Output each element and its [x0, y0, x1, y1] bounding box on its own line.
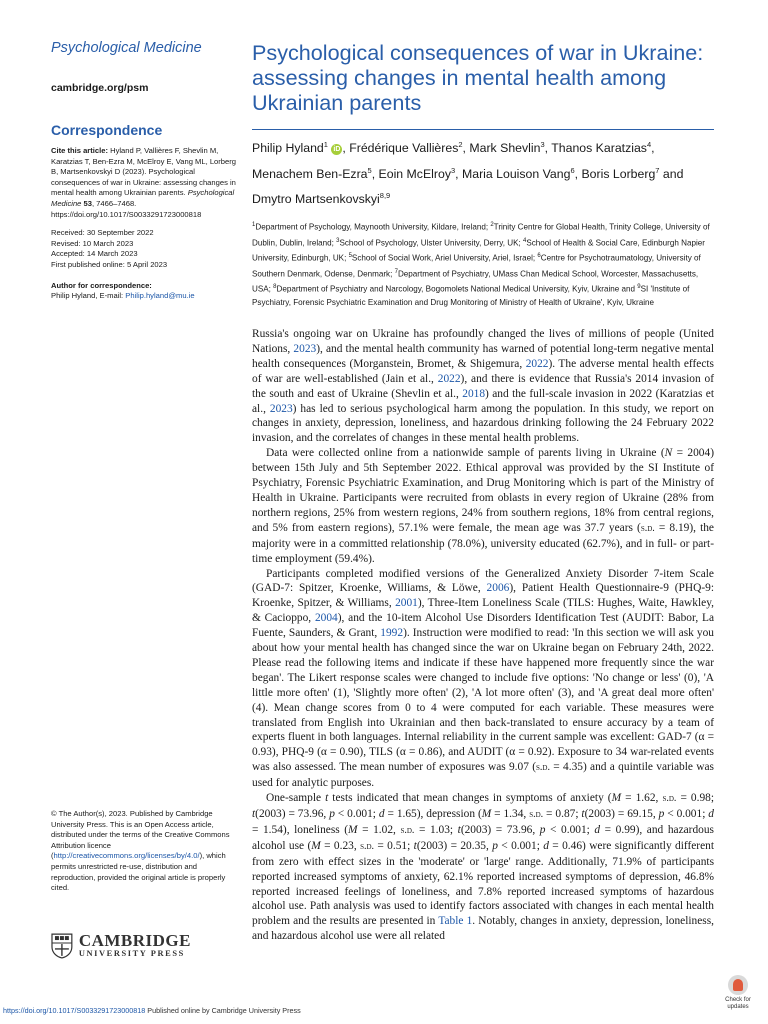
- body-text: ). Instruction were modified to read: 'In this section we will ask you about how your mental health has changed since the war on Ukraine began on February 24th, 2022. Please read the following items and indicate if these have happened more frequently since the war began'. The Likert response scales were changed to include five options: 'No change or less' (0), 'A little more often' (1), 'Slightly more often' (2), 'A lot more often' (3), and 'A great deal more often' (4). Mean change scores from 0 to 4 were computed for each variable. These measures were translated from English into Ukrainian and then back-translated to ensure accuracy by a team of experts fluent in both languages. Internal reliability in the current sample was excellent: GAD-7 (α = 0.93), PHQ-9 (α = 0.90), TILS (α = 0.86), and AUDIT (α = 0.92). Exposure to 34 war-related events was also assessed. The mean number of exposures was 9.07 (: [252, 627, 714, 774]
- author-name[interactable]: Boris Lorberg: [581, 166, 656, 181]
- author-name[interactable]: Eoin McElroy: [378, 166, 451, 181]
- affiliation-text: Trinity Centre for Global Health, Trinity College, University of Dublin, Dublin, Ireland;: [252, 222, 710, 248]
- license-link[interactable]: http://creativecommons.org/licenses/by/4.0/: [53, 851, 200, 861]
- correspondence-author: [51, 281, 237, 302]
- body-text: Russia's ongoing war on Ukraine has profoundly changed the lives of millions of people (United Nations,: [252, 328, 714, 355]
- citation-year-link[interactable]: 2023: [293, 342, 317, 355]
- body-text: Participants completed modified versions of the Generalized Anxiety Disorder 7-item Scale (GAD-7: Spitzer, Kroenke, Williams, & Löwe,: [252, 567, 714, 595]
- citation-label: Cite this article:: [51, 146, 108, 155]
- stat-symbol: d: [378, 808, 385, 820]
- body-text: < 0.001;: [334, 808, 379, 820]
- stat-symbol: t: [252, 808, 256, 820]
- citation-pages: , 7466–7468. https://doi.org/10.1017/S0033291723000818: [51, 198, 202, 219]
- article-body: [252, 327, 714, 944]
- table-link[interactable]: Table 1: [438, 915, 473, 928]
- body-text: ), Three-Item Loneliness Scale (TILS: Hughes, Waite, Hawkley, & Cacioppo,: [252, 597, 714, 625]
- stat-symbol: p: [658, 808, 665, 820]
- author-affiliation-mark: 4: [646, 140, 652, 149]
- article-title: Psychological consequences of war in Ukraine: assessing changes in mental health among Ukrainian parents: [252, 40, 704, 115]
- stat-symbol: p: [329, 808, 335, 820]
- body-text: = 2004) between 15th July and 5th September 2022. Ethical approval was provided by the SI Institute of Psychiatry, Forensic Psychiatric Examination, and Drug Monitoring which is part of the Ministry of Health in Ukraine. Participants were recruited from oblasts in every region of Ukraine (28% from northern regions, 25% from western regions, 24% from southern regions, 18% from central regions, and 5% from eastern regions), 57.1% were female, the mean age was 37.7 years (: [252, 447, 714, 534]
- cambridge-crest-icon: [51, 933, 73, 959]
- author-name[interactable]: Dmytro Martsenkovskyi: [252, 192, 380, 207]
- author-affiliation-mark: 6: [570, 165, 575, 175]
- copyright-notice: [51, 809, 241, 894]
- body-text: Data were collected online from a nationwide sample of parents living in Ukraine (: [266, 447, 665, 460]
- citation-year-link[interactable]: 2022: [525, 357, 549, 370]
- body-text: ), and there is evidence that Russia's 2014 invasion of the south and east of Ukraine (Shevlin et al.,: [252, 372, 714, 400]
- author-name[interactable]: Thanos Karatzias: [551, 141, 647, 156]
- body-text: ) has led to serious psychological harm among the population. In this study, we report on changes in anxiety, depression, loneliness, and hazardous drinking following the 24 February 2022 invasion, and the correlates of changes in these mental health problems.: [252, 402, 714, 445]
- title-divider: [252, 129, 714, 130]
- correspondence-contact: [51, 291, 237, 302]
- body-text: tests indicated that mean changes in symptoms of anxiety (: [328, 792, 612, 805]
- stat-symbol: p: [539, 823, 546, 836]
- author-name[interactable]: Philip Hyland: [252, 141, 324, 156]
- stat-symbol: s.d.: [640, 522, 655, 534]
- body-text: = 1.65), depression (: [384, 808, 482, 820]
- body-text: < 0.001;: [497, 839, 544, 852]
- body-text: = 0.51;: [374, 839, 414, 852]
- affiliation-number: 7: [394, 268, 398, 275]
- body-paragraph-3: [252, 567, 714, 792]
- body-text: = 1.03;: [414, 823, 458, 836]
- stat-symbol: p: [492, 839, 498, 852]
- logo-line-1: CAMBRIDGE: [78, 931, 191, 950]
- author-affiliation-mark: 1: [323, 140, 328, 149]
- check-for-updates-badge[interactable]: [719, 975, 757, 1017]
- article-type: Correspondence: [51, 122, 163, 138]
- badge-line-2: updates: [727, 1003, 749, 1010]
- body-text: = 0.46) were significantly different from zero with effect sizes in the 'moderate' or 'large' range. Additionally, 71.9% of participants reported increased symptoms of anxiety, 62.1% reported increased symptoms of depression, 46.8% reported increased feelings of loneliness, and 7.8% reported increased symptoms of hazardous alcohol use. Path analysis was used to identify factors associated with changes in each mental health problem and the results are presented in: [252, 839, 715, 928]
- affiliation-number: 9: [637, 284, 641, 291]
- affiliation-number: 8: [273, 284, 277, 291]
- body-text: = 0.23,: [320, 839, 361, 852]
- stat-symbol: M: [348, 823, 358, 836]
- body-text: < 0.001;: [664, 808, 709, 820]
- stat-symbol: s.d.: [400, 824, 415, 836]
- orcid-icon[interactable]: iD: [333, 146, 341, 154]
- author-name[interactable]: Mark Shevlin: [469, 141, 541, 156]
- stat-symbol: t: [457, 823, 461, 836]
- body-text: . Notably, changes in anxiety, depression, loneliness, and hazardous alcohol use were all related: [252, 915, 714, 943]
- accepted-date: Accepted: 14 March 2023: [51, 249, 138, 259]
- affiliations: [252, 219, 714, 310]
- cambridge-wordmark: [79, 933, 191, 959]
- affiliation-text: Centre for Psychotraumatology, University of Southern Denmark, Odense, Denmark;: [252, 253, 701, 279]
- body-text: = 0.99), and hazardous alcohol use (: [252, 823, 714, 852]
- author-and: and: [662, 166, 684, 181]
- author-affiliation-mark: 3: [450, 165, 456, 175]
- body-text: (2003) = 20.35,: [416, 839, 493, 852]
- affiliation-text: School of Social Work, Ariel University, Ariel, Israel;: [351, 253, 538, 263]
- affiliation-text: Department of Psychiatry, UMass Chan Medical School, Worcester, Massachusetts, USA;: [252, 269, 699, 295]
- body-text: ), Patient Health Questionnaire-9 (PHQ-9: Kroenke, Spitzer, & Williams,: [252, 582, 714, 610]
- citation-year-link[interactable]: 1992: [380, 627, 404, 640]
- doi-link[interactable]: https://doi.org/10.1017/S0033291723000818: [3, 1006, 146, 1015]
- correspondence-label: Author for correspondence:: [51, 280, 152, 290]
- affiliation-text: School of Health & Social Care, Edinburgh Napier University, Edinburgh, UK;: [252, 238, 705, 263]
- body-text: = 4.35) and a quintile variable was used for analytic purposes.: [252, 761, 714, 790]
- cambridge-logo[interactable]: [51, 931, 191, 961]
- journal-name[interactable]: Psychological Medicine: [51, 40, 202, 56]
- citation-year-link[interactable]: 2006: [486, 582, 510, 595]
- check-updates-icon: [728, 975, 748, 995]
- stat-symbol: d: [594, 823, 601, 836]
- correspondence-name: Philip Hyland, E-mail:: [51, 291, 126, 301]
- stat-symbol: t: [581, 808, 585, 820]
- badge-line-1: Check for: [725, 997, 751, 1003]
- affiliation-number: 3: [336, 237, 340, 244]
- stat-symbol: t: [325, 792, 329, 805]
- body-text: ), and the mental health community has warned of potential long-term negative mental health consequences (Morganstein, Bromet, & Shigemura,: [252, 342, 714, 370]
- logo-line-2: UNIVERSITY PRESS: [78, 949, 185, 958]
- body-text: = 8.19), the majority were in a committed relationship (78.0%), university educated (62.7%), and in full- or part-time employment (59.4%).: [252, 521, 714, 565]
- left-sidebar: [51, 40, 237, 302]
- affiliation-number: 1: [252, 222, 256, 229]
- author-affiliation-mark: 3: [540, 140, 545, 149]
- copyright-text: © The Author(s), 2023. Published by Cambridge University Press. This is an Open Access article, distributed under the terms of the Creative Commons Attribution licence (: [51, 809, 230, 861]
- author-name[interactable]: Maria Louison Vang: [461, 166, 571, 181]
- footer-published: Published online by Cambridge University Press: [145, 1006, 301, 1015]
- body-text: = 1.34,: [491, 808, 530, 820]
- page-footer: [3, 1006, 301, 1015]
- stat-symbol: d: [543, 839, 549, 852]
- affiliation-number: 2: [490, 222, 494, 229]
- body-text: = 0.98;: [676, 792, 715, 805]
- stat-symbol: s.d.: [360, 840, 375, 852]
- badge-label: [719, 997, 757, 1010]
- journal-site[interactable]: cambridge.org/psm: [51, 82, 149, 94]
- citation-year-link[interactable]: 2022: [437, 372, 461, 385]
- affiliation-number: 5: [348, 253, 352, 260]
- correspondence-email-link[interactable]: Philip.hyland@mu.ie: [125, 291, 195, 301]
- author-affiliation-mark: 8,9: [379, 191, 391, 201]
- body-text: (2003) = 73.96,: [255, 808, 330, 820]
- citation-year-link[interactable]: 2023: [269, 402, 293, 415]
- article-header: [252, 40, 714, 310]
- stat-symbol: N: [664, 447, 673, 460]
- body-text: < 0.001;: [545, 823, 595, 836]
- body-paragraph-2: [252, 446, 714, 566]
- affiliation-text: SI 'Institute of Psychiatry, Forensic Psychiatric Examination and Drug Monitoring of Ministry of Health of Ukraine', Kyiv, Ukraine: [252, 285, 690, 308]
- citation: [51, 146, 237, 220]
- author-affiliation-mark: 7: [655, 165, 660, 175]
- author-affiliation-mark: 5: [367, 165, 372, 175]
- body-text: = 0.87;: [543, 808, 582, 820]
- revised-date: Revised: 10 March 2023: [51, 238, 134, 248]
- author-affiliation-mark: 2: [458, 140, 463, 149]
- citation-text: Hyland P, Vallières F, Shevlin M, Karatzias T, Ben-Ezra M, McElroy E, Vang ML, Lorberg B, Martsenkovskyi D (2023). Psychological consequences of war in Ukraine: assessing changes in mental health among Ukrainian parents.: [51, 146, 236, 198]
- stat-symbol: s.d.: [529, 809, 544, 820]
- published-date: First published online: 5 April 2023: [51, 259, 168, 269]
- article-dates: [51, 228, 237, 270]
- received-date: Received: 30 September 2022: [51, 228, 154, 238]
- affiliation-number: 4: [523, 237, 527, 244]
- stat-symbol: M: [481, 808, 492, 820]
- stat-symbol: t: [413, 839, 417, 852]
- body-text: One-sample: [266, 792, 326, 805]
- body-text: = 1.54), loneliness (: [252, 823, 349, 836]
- body-paragraph-4: [252, 791, 714, 944]
- stat-symbol: s.d.: [536, 762, 550, 774]
- affiliation-number: 6: [537, 253, 541, 260]
- body-text: (2003) = 73.96,: [460, 823, 540, 836]
- citation-journal: Psychological Medicine: [51, 188, 235, 208]
- citation-volume: 53: [81, 198, 92, 208]
- body-text: (2003) = 69.15,: [584, 808, 659, 820]
- body-text: ). The adverse mental health effects of war are well-established (Jain et al.,: [252, 357, 714, 385]
- affiliation-text: Department of Psychiatry and Narcology, Bogomolets National Medical University, Kyiv, Ukraine and: [276, 285, 638, 295]
- citation-year-link[interactable]: 2018: [462, 387, 486, 400]
- stat-symbol: M: [611, 792, 622, 805]
- stat-symbol: d: [708, 808, 714, 820]
- author-name[interactable]: Menachem Ben-Ezra: [252, 166, 368, 181]
- stat-symbol: s.d.: [662, 793, 677, 805]
- body-text: = 1.62,: [621, 792, 663, 805]
- copyright-text-end: ), which permits unrestricted re-use, distribution and reproduction, provided the original article is properly cited.: [51, 851, 226, 893]
- citation-year-link[interactable]: 2001: [395, 597, 418, 610]
- body-text: ), and the 10-item Alcohol Use Disorders Identification Test (AUDIT: Babor, La Fuente, Saunders, & Grant,: [252, 612, 714, 640]
- stat-symbol: M: [311, 839, 321, 852]
- affiliation-text: School of Psychology, Ulster University, Derry, UK;: [339, 238, 523, 248]
- body-paragraph-1: [252, 327, 714, 446]
- author-name[interactable]: Frédérique Vallières: [349, 141, 459, 156]
- affiliation-text: Department of Psychology, Maynooth University, Kildare, Ireland;: [255, 222, 491, 232]
- author-list: Philip Hyland$^1$ iD , Frédérique Vallières$^2$, Mark Shevlin$^3$, Thanos Karatzias$^4$, Menachem Ben-Ezra$^5$, Eoin McElroy$^3$, Maria Louison Vang$^6$, Boris Lorberg$^7$ and Dmytro Martsenkovskyi$^{8,9}$: [252, 140, 684, 207]
- citation-year-link[interactable]: 2004: [314, 612, 338, 625]
- body-text: ) and the full-scale invasion in 2022 (Karatzias et al.,: [252, 387, 714, 415]
- body-text: = 1.02,: [357, 823, 401, 836]
